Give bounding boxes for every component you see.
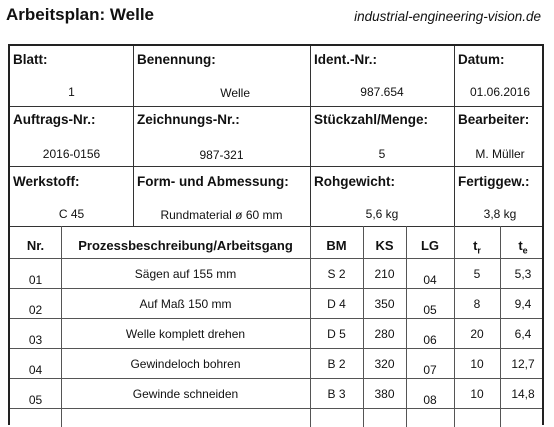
blatt-label: Blatt: [13, 52, 48, 67]
column-header-lg: LG [420, 238, 440, 253]
divider [10, 226, 542, 227]
datum-label: Datum: [458, 52, 505, 67]
divider [10, 288, 542, 289]
column-header-tr: $t_r$ [473, 238, 481, 256]
website-label: industrial-engineering-vision.de [354, 9, 541, 24]
row-nr: 05 [28, 393, 43, 407]
row-lg: 05 [423, 303, 437, 317]
row-desc: Sägen auf 155 mm [134, 267, 237, 281]
row-te: 5,3 [514, 267, 532, 281]
row-lg: 04 [423, 273, 437, 287]
zeichnung-label: Zeichnungs-Nr.: [137, 112, 240, 127]
row-lg: 07 [423, 363, 437, 377]
row-tr: 8 [473, 297, 481, 311]
rohgewicht-label: Rohgewicht: [314, 174, 395, 189]
werkstoff-label: Werkstoff: [13, 174, 80, 189]
column-header-te: $t_e$ [518, 238, 528, 256]
row-ks: 280 [374, 327, 395, 341]
row-te: 9,4 [514, 297, 532, 311]
divider [133, 46, 134, 226]
divider [10, 348, 542, 349]
row-desc: Gewindeloch bohren [130, 357, 241, 371]
row-desc: Gewinde schneiden [132, 387, 239, 401]
column-header-desc: Prozessbeschreibung/Arbeitsgang [78, 238, 293, 253]
row-tr: 5 [473, 267, 481, 281]
row-nr: 04 [28, 363, 43, 377]
row-ks: 320 [374, 357, 395, 371]
row-ks: 380 [374, 387, 395, 401]
divider [10, 318, 542, 319]
benennung-value: Welle [220, 86, 250, 100]
row-lg: 08 [423, 393, 437, 407]
row-bm: D 4 [327, 297, 346, 311]
column-header-nr: Nr. [26, 238, 45, 253]
divider [10, 106, 542, 107]
benennung-label: Benennung: [137, 52, 216, 67]
stueckzahl-label: Stückzahl/Menge: [314, 112, 429, 127]
row-tr: 10 [470, 357, 484, 371]
divider [454, 46, 455, 226]
row-tr: 20 [470, 327, 484, 341]
werkstoff-value: C 45 [58, 207, 85, 221]
divider [10, 166, 542, 167]
auftrag-label: Auftrags-Nr.: [13, 112, 96, 127]
divider [10, 258, 542, 259]
ident-value: 987.654 [360, 85, 404, 99]
row-nr: 01 [28, 273, 43, 287]
row-bm: B 3 [327, 387, 346, 401]
work-plan-sheet [8, 44, 544, 425]
row-desc: Auf Maß 150 mm [139, 297, 232, 311]
row-ks: 210 [374, 267, 395, 281]
fertiggew-value: 3,8 kg [483, 207, 517, 221]
form-label: Form- und Abmessung: [137, 174, 289, 189]
row-te: 14,8 [511, 387, 535, 401]
row-te: 12,7 [511, 357, 535, 371]
page-title: Arbeitsplan: Welle [6, 5, 154, 24]
ident-label: Ident.-Nr.: [314, 52, 377, 67]
row-bm: D 5 [327, 327, 346, 341]
divider [10, 378, 542, 379]
row-te: 6,4 [514, 327, 532, 341]
row-ks: 350 [374, 297, 395, 311]
bearbeiter-value: M. Müller [475, 147, 525, 161]
row-desc: Welle komplett drehen [125, 327, 246, 341]
bearbeiter-label: Bearbeiter: [458, 112, 530, 127]
row-bm: B 2 [327, 357, 346, 371]
row-bm: S 2 [327, 267, 346, 281]
blatt-value: 1 [68, 85, 75, 99]
row-nr: 02 [28, 303, 43, 317]
auftrag-value: 2016-0156 [42, 147, 101, 161]
row-nr: 03 [28, 333, 43, 347]
rohgewicht-value: 5,6 kg [365, 207, 399, 221]
column-header-bm: BM [326, 238, 347, 253]
fertiggew-label: Fertiggew.: [458, 174, 530, 189]
column-header-ks: KS [375, 238, 394, 253]
datum-value: 01.06.2016 [469, 85, 531, 99]
zeichnung-value: 987-321 [199, 148, 244, 162]
divider [10, 408, 542, 409]
stueckzahl-value: 5 [378, 147, 386, 161]
divider [310, 46, 311, 226]
row-tr: 10 [470, 387, 484, 401]
row-lg: 06 [423, 333, 437, 347]
form-value: Rundmaterial ø 60 mm [160, 208, 283, 222]
